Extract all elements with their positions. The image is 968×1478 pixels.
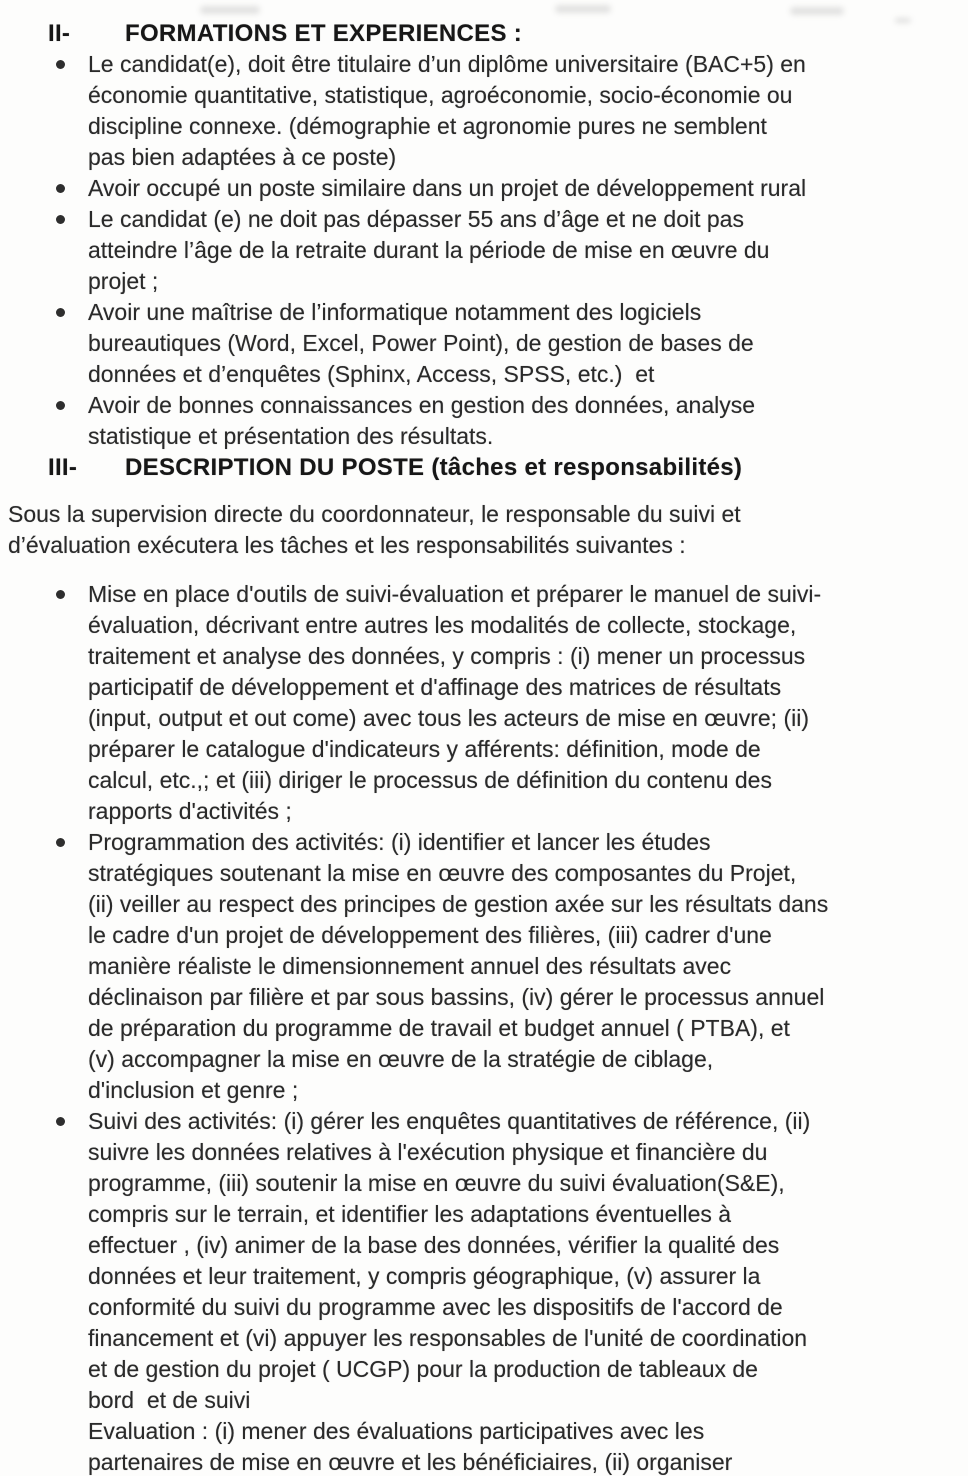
scan-smudge-artifact — [895, 18, 911, 23]
bullet-text — [88, 204, 769, 297]
text-line: évaluation, décrivant entre autres les modalités de collecte, stockage, — [88, 612, 797, 638]
text-line: pas bien adaptées à ce poste) — [88, 144, 397, 170]
section-iii-title: DESCRIPTION DU POSTE (tâches et responsabilités) — [125, 454, 743, 481]
text-line: d'inclusion et genre ; — [88, 1077, 299, 1103]
text-line: bord et de suivi — [88, 1387, 251, 1413]
text-line: Avoir occupé un poste similaire dans un projet de développement rural — [88, 175, 807, 201]
text-line: Le candidat (e) ne doit pas dépasser 55 ans d’âge et ne doit pas — [88, 206, 744, 232]
text-line: projet ; — [88, 268, 159, 294]
text-line: Sous la supervision directe du coordonnateur, le responsable du suivi et — [8, 501, 741, 527]
text-line: atteindre l’âge de la retraite durant la période de mise en œuvre du — [88, 237, 770, 263]
text-line: Avoir de bonnes connaissances en gestion des données, analyse — [88, 392, 756, 418]
bullet-icon — [56, 1117, 65, 1126]
section-ii-title: FORMATIONS ET EXPERIENCES : — [125, 20, 523, 47]
text-line: de préparation du programme de travail et budget annuel ( PTBA), et — [88, 1015, 790, 1041]
text-line: (input, output et out come) avec tous les acteurs de mise en œuvre; (ii) — [88, 705, 809, 731]
text-line: stratégiques soutenant la mise en œuvre des composantes du Projet, — [88, 860, 797, 886]
list-item — [0, 390, 968, 452]
bullet-icon — [56, 60, 65, 69]
bullet-icon — [56, 184, 65, 193]
text-line: rapports d'activités ; — [88, 798, 292, 824]
text-line: Evaluation : (i) mener des évaluations participatives avec les — [88, 1418, 705, 1444]
text-line: Suivi des activités: (i) gérer les enquêtes quantitatives de référence, (ii) — [88, 1108, 811, 1134]
bullet-icon — [56, 401, 65, 410]
text-line: économie quantitative, statistique, agroéconomie, socio-économie ou — [88, 82, 793, 108]
section-ii-number: II- — [48, 20, 71, 47]
text-line: Mise en place d'outils de suivi-évaluation et préparer le manuel de suivi- — [88, 581, 822, 607]
list-item — [0, 204, 968, 297]
text-line: calcul, etc.,; et (iii) diriger le processus de définition du contenu des — [88, 767, 772, 793]
list-item — [0, 827, 968, 1106]
text-line: d’évaluation exécutera les tâches et les responsabilités suivantes : — [8, 532, 686, 558]
bullet-icon — [56, 838, 65, 847]
list-item — [0, 1106, 968, 1416]
text-line: le cadre d'un projet de développement des filières, (iii) cadrer d'une — [88, 922, 772, 948]
bullet-text — [88, 173, 806, 204]
bullet-icon — [56, 215, 65, 224]
list-item — [0, 49, 968, 173]
bullet-text — [88, 297, 754, 390]
text-line: conformité du suivi du programme avec les dispositifs de l'accord de — [88, 1294, 783, 1320]
text-line: statistique et présentation des résultats. — [88, 423, 494, 449]
text-line: programme, (iii) soutenir la mise en œuvre du suivi évaluation(S&E), — [88, 1170, 785, 1196]
text-line: effectuer , (iv) animer de la base des données, vérifier la qualité des — [88, 1232, 780, 1258]
tasks-bullet-list — [0, 579, 968, 1416]
text-line: partenaires de mise en œuvre et les bénéficiaires, (ii) organiser — [88, 1449, 733, 1475]
text-line: et de gestion du projet ( UCGP) pour la production de tableaux de — [88, 1356, 758, 1382]
scan-smudge-artifact — [200, 6, 260, 14]
bullet-text — [88, 579, 821, 827]
text-line: bureautiques (Word, Excel, Power Point), de gestion de bases de — [88, 330, 754, 356]
section-ii-heading — [0, 18, 968, 49]
list-item — [0, 579, 968, 827]
bullet-icon — [56, 308, 65, 317]
list-item — [0, 297, 968, 390]
section-iii-heading — [0, 452, 968, 483]
text-line: compris sur le terrain, et identifier les adaptations éventuelles à — [88, 1201, 732, 1227]
text-line: préparer le catalogue d'indicateurs y afférents: définition, mode de — [88, 736, 761, 762]
text-line: données et leur traitement, y compris géographique, (v) assurer la — [88, 1263, 761, 1289]
text-line: Le candidat(e), doit être titulaire d’un diplôme universitaire (BAC+5) en — [88, 51, 806, 77]
bullet-text — [88, 49, 806, 173]
text-line: participatif de développement et d'affinage des matrices de résultats — [88, 674, 782, 700]
text-line: suivre les données relatives à l'exécution physique et financière du — [88, 1139, 768, 1165]
scan-smudge-artifact — [790, 7, 844, 15]
text-line: (v) accompagner la mise en œuvre de la stratégie de ciblage, — [88, 1046, 714, 1072]
text-line: données et d’enquêtes (Sphinx, Access, SPSS, etc.) et — [88, 361, 655, 387]
evaluation-paragraph — [88, 1416, 968, 1478]
text-line: manière réaliste le dimensionnement annuel des résultats avec — [88, 953, 732, 979]
bullet-text — [88, 827, 828, 1106]
bullet-text — [88, 390, 755, 452]
section-iii-number: III- — [48, 454, 78, 481]
text-line: discipline connexe. (démographie et agronomie pures ne semblent — [88, 113, 767, 139]
supervision-intro-paragraph — [8, 499, 968, 561]
text-line: financement et (vi) appuyer les responsables de l'unité de coordination — [88, 1325, 808, 1351]
list-item — [0, 173, 968, 204]
scan-smudge-artifact — [555, 5, 611, 13]
text-line: Avoir une maîtrise de l’informatique notamment des logiciels — [88, 299, 702, 325]
text-line: traitement et analyse des données, y compris : (i) mener un processus — [88, 643, 806, 669]
formations-bullet-list — [0, 49, 968, 452]
bullet-text — [88, 1106, 810, 1416]
text-line: déclinaison par filière et par sous bassins, (iv) gérer le processus annuel — [88, 984, 825, 1010]
text-line: (ii) veiller au respect des principes de gestion axée sur les résultats dans — [88, 891, 829, 917]
text-line: Programmation des activités: (i) identifier et lancer les études — [88, 829, 711, 855]
bullet-icon — [56, 590, 65, 599]
